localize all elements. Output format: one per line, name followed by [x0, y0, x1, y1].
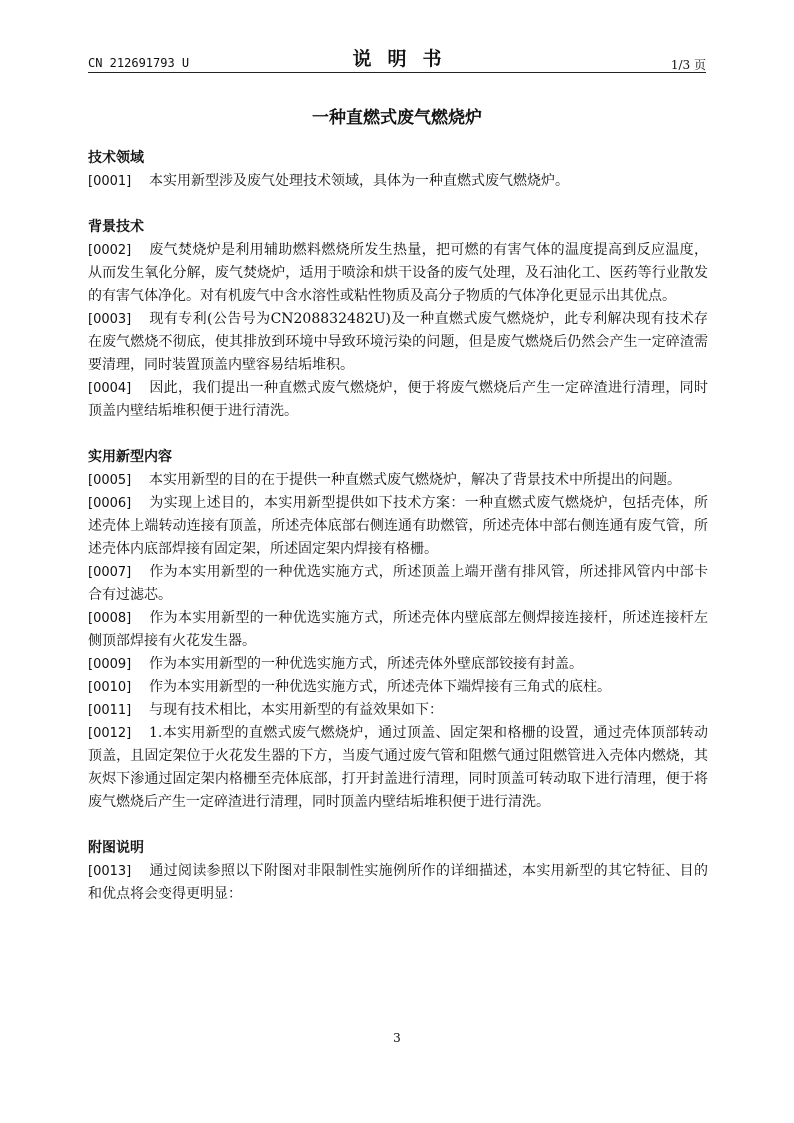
paragraph: [88, 561, 708, 607]
paragraph-text: 与现有技术相比，本实用新型的有益效果如下：: [149, 702, 443, 718]
paragraph-number: [0007]: [88, 565, 132, 580]
paragraph: [88, 239, 708, 308]
paragraph-number: [0009]: [88, 657, 132, 672]
paragraph: [88, 860, 708, 906]
paragraph-number: [0011]: [88, 703, 132, 718]
paragraph: [88, 722, 708, 814]
paragraph: [88, 492, 708, 561]
section-summary: [88, 446, 708, 814]
section-technical-field: [88, 147, 708, 193]
paragraph-number: [0012]: [88, 726, 132, 741]
page-number: 3: [393, 1031, 401, 1045]
page-indicator: 1/3 页: [670, 58, 706, 72]
section-heading: 技术领域: [88, 150, 144, 166]
paragraph: [88, 170, 708, 193]
document-title: 一种直燃式废气燃烧炉: [312, 108, 482, 128]
page-header: [88, 44, 706, 72]
section-heading: 实用新型内容: [88, 449, 172, 465]
paragraph-text: 通过阅读参照以下附图对非限制性实施例所作的详细描述，本实用新型的其它特征、目的和优点将会变得更明显：: [88, 863, 708, 902]
paragraph-text: 作为本实用新型的一种优选实施方式，所述壳体外壁底部铰接有封盖。: [149, 656, 583, 672]
patent-number: CN 212691793 U: [88, 56, 190, 70]
paragraph-number: [0013]: [88, 864, 132, 879]
paragraph-text: 因此，我们提出一种直燃式废气燃烧炉，便于将废气燃烧后产生一定碎渣进行清理，同时顶盖内壁结垢堆积便于进行清洗。: [88, 380, 708, 419]
paragraph: [88, 607, 708, 653]
paragraph-text: 本实用新型的目的在于提供一种直燃式废气燃烧炉，解决了背景技术中所提出的问题。: [149, 472, 681, 488]
paragraph: [88, 377, 708, 423]
paragraph-text: 作为本实用新型的一种优选实施方式，所述顶盖上端开凿有排风管，所述排风管内中部卡合有过滤芯。: [88, 564, 708, 603]
paragraph-number: [0002]: [88, 243, 132, 258]
paragraph-number: [0001]: [88, 174, 132, 189]
section-background: [88, 216, 708, 423]
header-divider: [88, 72, 706, 73]
paragraph-number: [0004]: [88, 381, 132, 396]
paragraph-text: 作为本实用新型的一种优选实施方式，所述壳体内壁底部左侧焊接连接杆，所述连接杆左侧顶部焊接有火花发生器。: [88, 610, 708, 649]
paragraph: [88, 699, 708, 722]
paragraph-number: [0008]: [88, 611, 132, 626]
document-type: 说明书: [352, 48, 458, 70]
paragraph-text: 废气焚烧炉是利用辅助燃料燃烧所发生热量，把可燃的有害气体的温度提高到反应温度，从而发生氧化分解，废气焚烧炉，适用于喷涂和烘干设备的废气处理，及石油化工、医药等行业散发的有害气体净化。对有机废气中含水溶性或粘性物质及高分子物质的气体净化更显示出其优点。: [88, 242, 708, 304]
document-body: [88, 147, 708, 929]
paragraph: [88, 653, 708, 676]
paragraph-number: [0006]: [88, 496, 132, 511]
paragraph-number: [0003]: [88, 312, 132, 327]
section-drawings: [88, 837, 708, 906]
paragraph-number: [0005]: [88, 473, 132, 488]
paragraph: [88, 676, 708, 699]
paragraph: [88, 308, 708, 377]
paragraph: [88, 469, 708, 492]
section-heading: 附图说明: [88, 840, 144, 856]
section-heading: 背景技术: [88, 219, 144, 235]
paragraph-text: 作为本实用新型的一种优选实施方式，所述壳体下端焊接有三角式的底柱。: [149, 679, 611, 695]
paragraph-text: 1.本实用新型的直燃式废气燃烧炉，通过顶盖、固定架和格栅的设置，通过壳体顶部转动顶盖，且固定架位于火花发生器的下方，当废气通过废气管和阻燃气通过阻燃管进入壳体内燃烧，其灰烬下渗通过固定架内格栅至壳体底部，打开封盖进行清理，同时顶盖可转动取下进行清理，便于将废气燃烧后产生一定碎渣进行清理，同时顶盖内壁结垢堆积便于进行清洗。: [88, 725, 708, 810]
paragraph-number: [0010]: [88, 680, 132, 695]
paragraph-text: 现有专利(公告号为CN208832482U)及一种直燃式废气燃烧炉，此专利解决现有技术存在废气燃烧不彻底，使其排放到环境中导致环境污染的问题，但是废气燃烧后仍然会产生一定碎渣需要清理，同时装置顶盖内壁容易结垢堆积。: [88, 311, 708, 373]
paragraph-text: 本实用新型涉及废气处理技术领域，具体为一种直燃式废气燃烧炉。: [149, 173, 569, 189]
paragraph-text: 为实现上述目的，本实用新型提供如下技术方案：一种直燃式废气燃烧炉，包括壳体，所述壳体上端转动连接有顶盖，所述壳体底部右侧连通有助燃管，所述壳体中部右侧连通有废气管，所述壳体内底部焊接有固定架，所述固定架内焊接有格栅。: [88, 495, 708, 557]
